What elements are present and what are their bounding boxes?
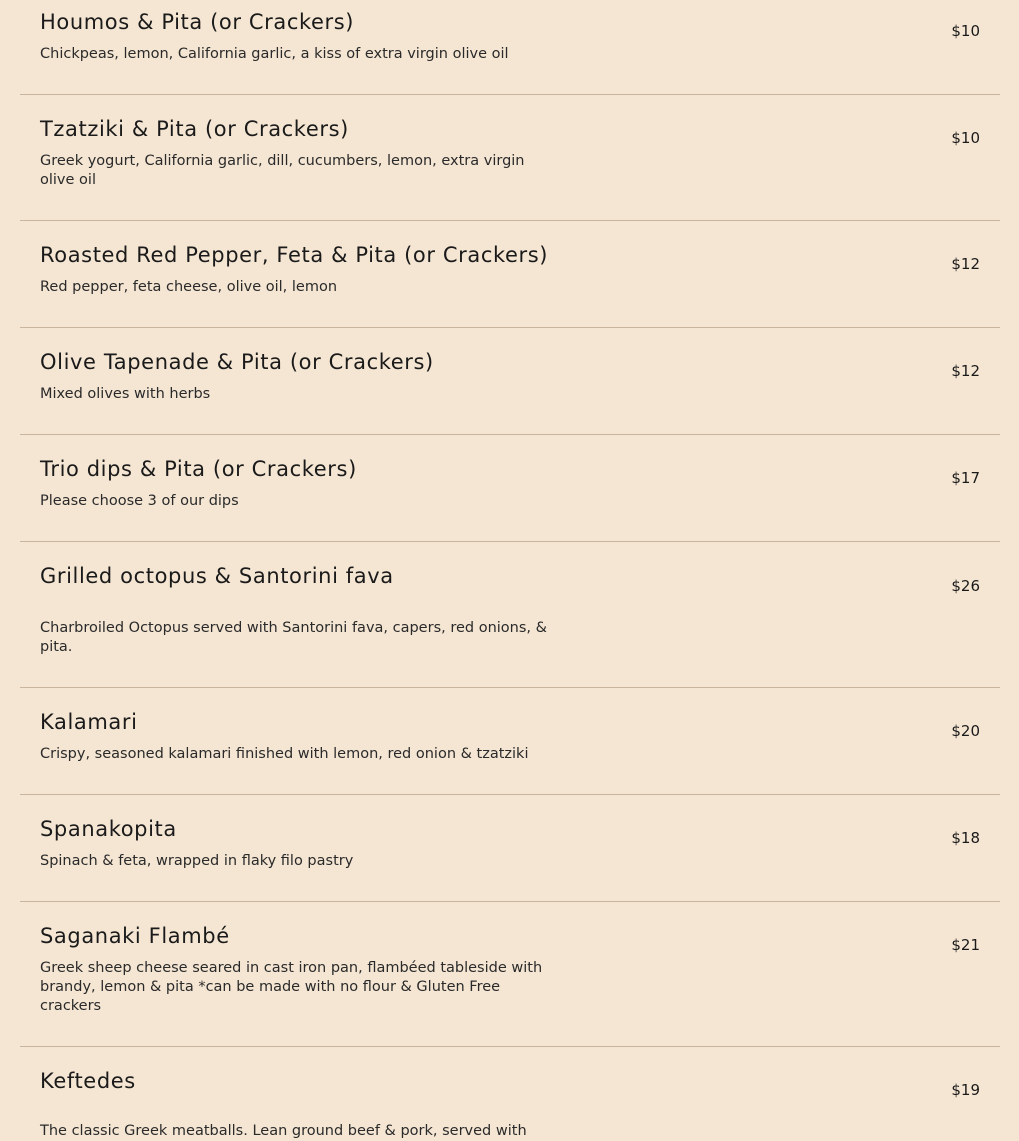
menu-item-olive-tapenade <box>20 328 1000 435</box>
item-description: Chickpeas, lemon, California garlic, a kiss of extra virgin olive oil <box>40 46 509 62</box>
item-description: Spinach & feta, wrapped in flaky filo pastry <box>40 853 354 869</box>
item-description: Crispy, seasoned kalamari finished with lemon, red onion & tzatziki <box>40 746 529 762</box>
item-price: $12 <box>951 362 980 380</box>
item-description: Charbroiled Octopus served with Santorini fava, capers, red onions, & pita. <box>40 620 547 655</box>
item-description: Please choose 3 of our dips <box>40 493 239 509</box>
item-description: Mixed olives with herbs <box>40 386 211 402</box>
item-price: $18 <box>951 829 980 847</box>
menu-item-houmos <box>20 0 1000 95</box>
menu-item-saganaki <box>20 902 1000 1047</box>
item-price: $10 <box>951 22 980 40</box>
item-price: $19 <box>951 1081 980 1099</box>
menu-item-spanakopita <box>20 795 1000 902</box>
item-price: $20 <box>951 722 980 740</box>
menu-item-grilled-octopus <box>20 542 1000 688</box>
item-price: $17 <box>951 469 980 487</box>
item-price: $26 <box>951 577 980 595</box>
menu-item-kalamari <box>20 688 1000 795</box>
item-price: $21 <box>951 936 980 954</box>
menu-item-keftedes <box>20 1047 1000 1141</box>
item-name: Olive Tapenade & Pita (or Crackers) <box>40 350 434 374</box>
item-description: Greek yogurt, California garlic, dill, cucumbers, lemon, extra virgin olive oil <box>40 153 525 188</box>
item-name: Saganaki Flambé <box>40 924 230 948</box>
item-name: Spanakopita <box>40 817 177 841</box>
item-name: Trio dips & Pita (or Crackers) <box>40 457 357 481</box>
menu-item-trio-dips <box>20 435 1000 542</box>
item-name: Houmos & Pita (or Crackers) <box>40 10 355 34</box>
item-description: The classic Greek meatballs. Lean ground beef & pork, served with <box>40 1123 527 1139</box>
item-description: Red pepper, feta cheese, olive oil, lemon <box>40 279 338 295</box>
menu-item-red-pepper <box>20 221 1000 328</box>
item-name: Kalamari <box>40 710 138 734</box>
menu-item-tzatziki <box>20 95 1000 221</box>
item-price: $10 <box>951 129 980 147</box>
item-description: Greek sheep cheese seared in cast iron pan, flambéed tableside with brandy, lemon & pita *can be made with no flour & Gluten Free crackers <box>40 960 543 1014</box>
item-name: Keftedes <box>40 1069 136 1093</box>
item-name: Grilled octopus & Santorini fava <box>40 564 394 588</box>
item-price: $12 <box>951 255 980 273</box>
item-name: Roasted Red Pepper, Feta & Pita (or Crackers) <box>40 243 549 267</box>
menu-list <box>20 0 1000 1141</box>
item-name: Tzatziki & Pita (or Crackers) <box>40 117 349 141</box>
